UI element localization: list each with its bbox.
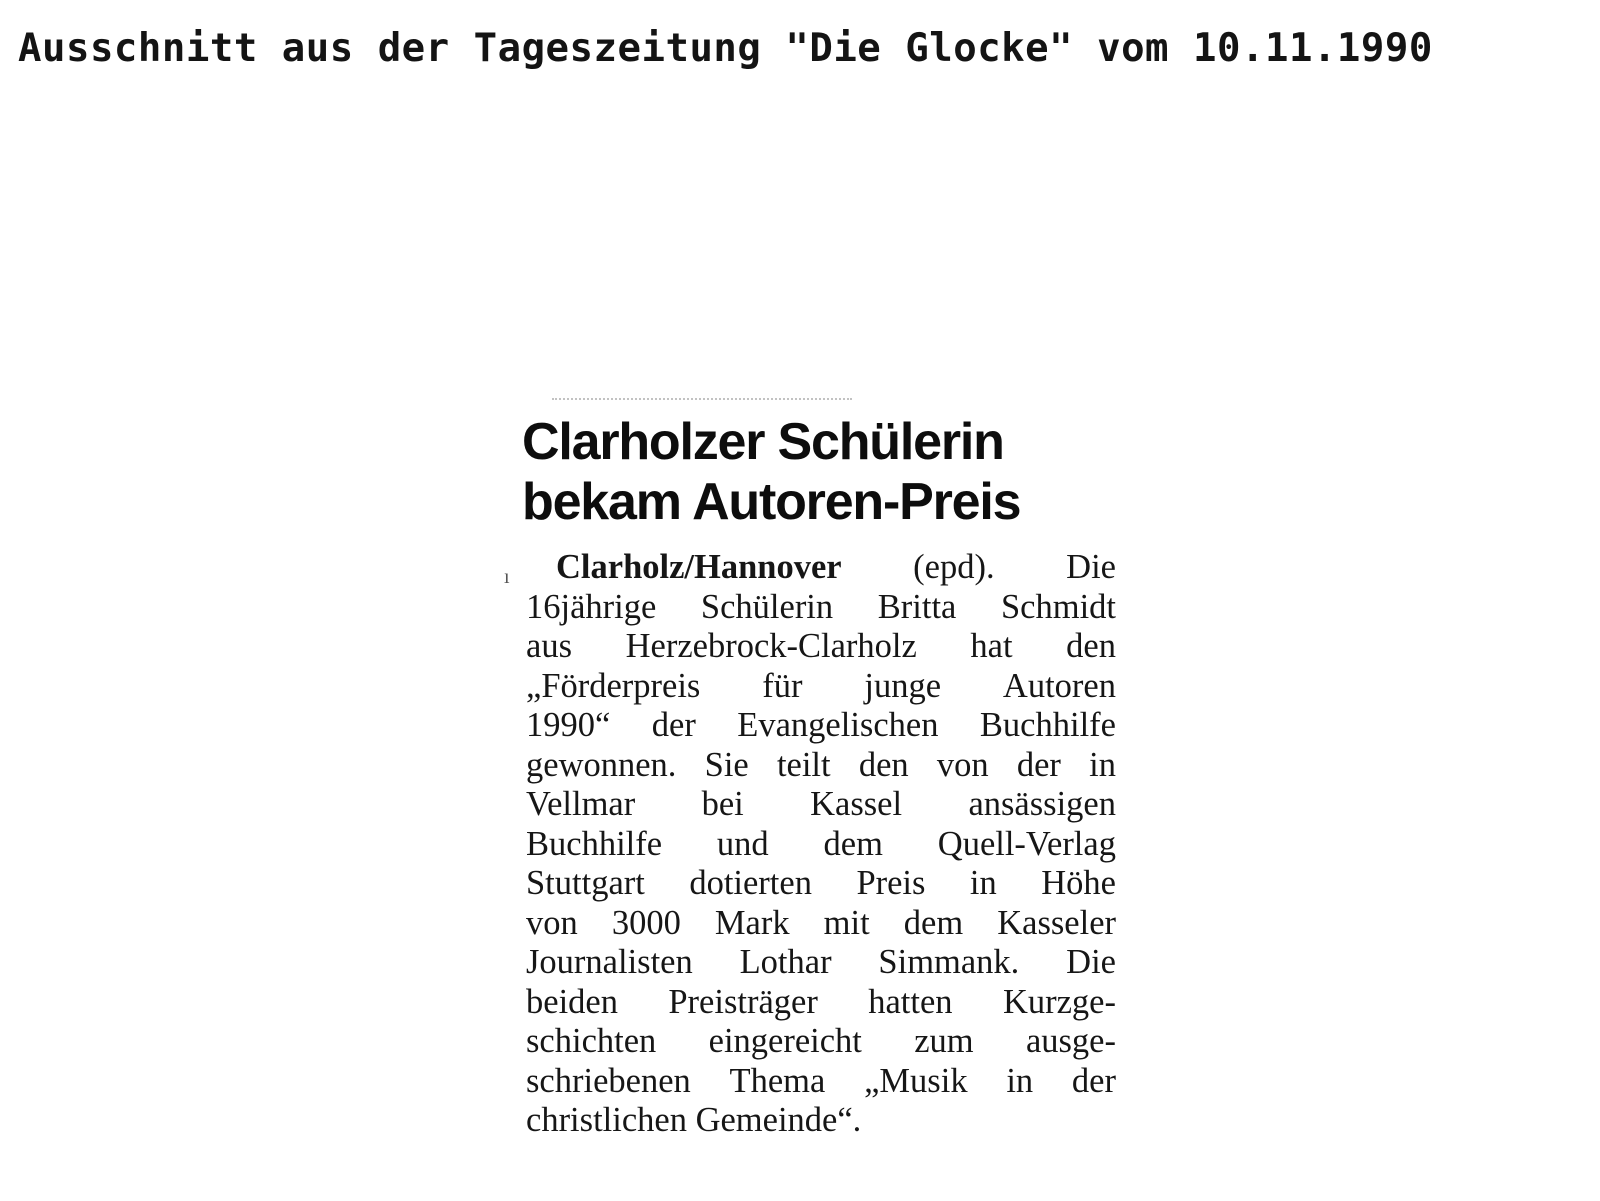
article-word: Schülerin xyxy=(700,587,834,626)
article-word: Sie xyxy=(704,745,749,784)
article-word: Journalisten xyxy=(526,943,693,981)
headline-line-2: bekam Autoren-Preis xyxy=(522,473,1021,531)
article-line xyxy=(526,943,1116,983)
article-word: den xyxy=(858,745,909,784)
article-word: Vellmar xyxy=(526,785,636,823)
article-word: den xyxy=(1066,627,1116,665)
article-word: christlichen Gemeinde“. xyxy=(526,1101,862,1139)
article-word: 3000 xyxy=(611,903,681,942)
article-line xyxy=(526,825,1116,865)
article-word: Buchhilfe xyxy=(979,706,1116,744)
article-word: eingereicht xyxy=(708,1022,862,1060)
article-word: ansässigen xyxy=(968,785,1116,823)
article-word: Simmank. xyxy=(878,943,1020,981)
article-word: dotierten xyxy=(689,864,812,902)
article-word: Kassel xyxy=(810,785,903,823)
article-word: beiden xyxy=(526,982,618,1021)
article-word: und xyxy=(716,824,769,863)
article-word: Evangelischen xyxy=(737,706,939,744)
article-line xyxy=(526,864,1116,904)
article-line xyxy=(526,1022,1116,1062)
scan-mark: ı xyxy=(504,566,510,588)
article-line xyxy=(526,1101,1116,1141)
article-word: 1990“ xyxy=(526,706,611,744)
article-word: in xyxy=(1006,1061,1034,1100)
newspaper-clipping xyxy=(504,398,1122,1178)
article-word: 16jährige xyxy=(526,587,657,626)
article-word: der xyxy=(651,706,696,744)
scan-specks xyxy=(552,398,852,404)
article-word: Kasseler xyxy=(997,903,1116,942)
article-word: Die xyxy=(1066,943,1116,981)
article-line xyxy=(526,904,1116,944)
article-word: Quell-Verlag xyxy=(937,824,1116,863)
article-word: Stuttgart xyxy=(526,864,645,902)
article-word: Preis xyxy=(856,864,926,902)
article-line xyxy=(526,588,1116,628)
article-line xyxy=(526,1062,1116,1102)
article-line xyxy=(526,667,1116,707)
article-word: Thema xyxy=(729,1061,826,1100)
article-line xyxy=(526,706,1116,746)
article-word: Autoren xyxy=(1002,666,1116,705)
article-word: Buchhilfe xyxy=(526,824,663,863)
article-line xyxy=(526,548,1116,588)
article-word: „Förderpreis xyxy=(526,666,701,705)
article-word: Die xyxy=(1066,548,1116,586)
article-word: Mark xyxy=(714,903,790,942)
article-word: Kurzge- xyxy=(1002,982,1116,1021)
article-word: (epd). xyxy=(913,548,995,586)
article-line xyxy=(526,785,1116,825)
article-word: Lothar xyxy=(739,943,832,981)
article-body xyxy=(526,548,1116,1141)
article-word: teilt xyxy=(776,745,831,784)
article-line xyxy=(526,983,1116,1023)
article-word: Schmidt xyxy=(1000,587,1116,626)
article-word: dem xyxy=(903,903,964,942)
article-word: hatten xyxy=(868,982,953,1021)
article-word: „Musik xyxy=(864,1061,968,1100)
headline-line-1: Clarholzer Schülerin xyxy=(522,413,1004,471)
article-word: dem xyxy=(823,824,883,863)
article-word: zum xyxy=(914,1022,974,1060)
article-line xyxy=(526,746,1116,786)
article-word: gewonnen. xyxy=(526,745,677,784)
article-dateline: Clarholz/Hannover xyxy=(556,548,842,586)
article-word: der xyxy=(1016,745,1061,784)
article-word: von xyxy=(936,745,989,784)
article-word: Preisträger xyxy=(668,982,818,1021)
article-line xyxy=(526,627,1116,667)
article-word: mit xyxy=(823,903,870,942)
article-word: hat xyxy=(970,627,1013,665)
article-word: ausge- xyxy=(1025,1022,1116,1060)
article-word: Höhe xyxy=(1041,864,1116,902)
article-word: in xyxy=(1089,745,1116,784)
article-word: von xyxy=(526,903,578,942)
article-word: bei xyxy=(701,785,744,823)
article-word: Britta xyxy=(877,587,957,626)
article-word: in xyxy=(969,864,997,902)
article-headline xyxy=(522,412,1020,532)
clipping-caption: Ausschnitt aus der Tageszeitung "Die Glocke" vom 10.11.1990 xyxy=(18,26,1433,71)
article-word: junge xyxy=(864,666,942,705)
article-word: schriebenen xyxy=(526,1061,691,1100)
article-word: schichten xyxy=(526,1022,657,1060)
article-word: der xyxy=(1071,1061,1116,1100)
article-word: aus xyxy=(526,627,572,665)
article-word: für xyxy=(762,666,803,705)
article-word: Herzebrock-Clarholz xyxy=(625,627,917,665)
